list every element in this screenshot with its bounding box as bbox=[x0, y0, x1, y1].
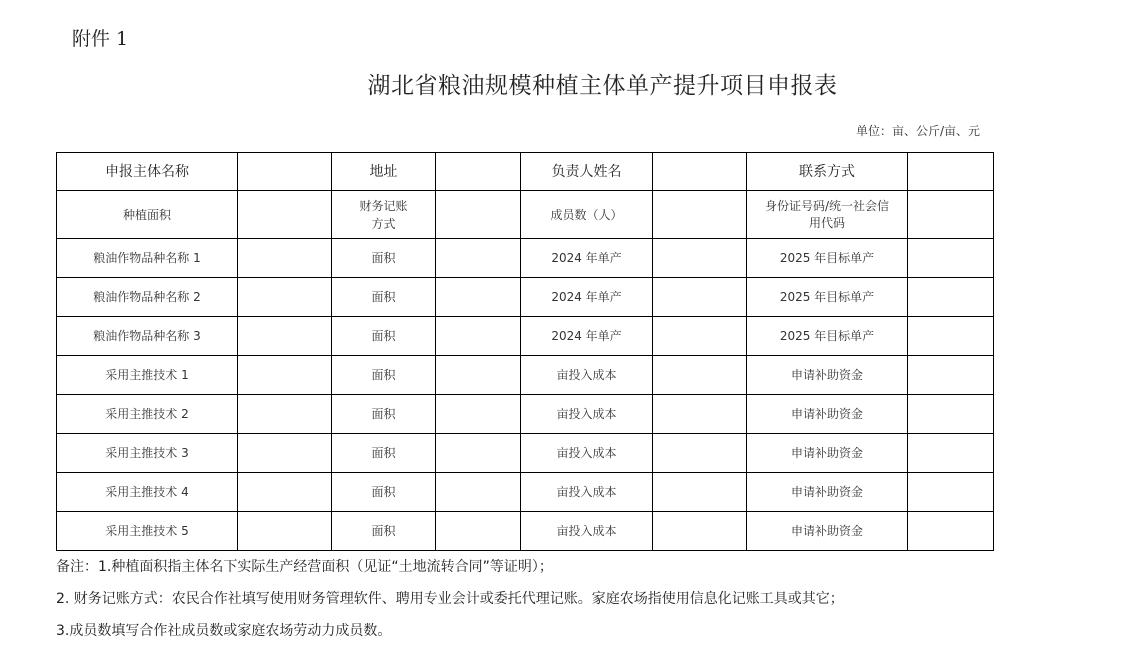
label-cell: 粮油作物品种名称 2 bbox=[57, 278, 238, 317]
table-row bbox=[57, 191, 994, 239]
input-cell[interactable] bbox=[436, 278, 521, 317]
input-cell[interactable] bbox=[908, 512, 994, 551]
table-row bbox=[57, 395, 994, 434]
input-cell[interactable] bbox=[238, 512, 332, 551]
table-row bbox=[57, 434, 994, 473]
label-cell: 申请补助资金 bbox=[747, 512, 908, 551]
label-cell: 申请补助资金 bbox=[747, 395, 908, 434]
input-cell[interactable] bbox=[908, 356, 994, 395]
label-cell: 面积 bbox=[332, 473, 436, 512]
table-row bbox=[57, 356, 994, 395]
table-header-row bbox=[57, 153, 994, 191]
label-cell: 申请补助资金 bbox=[747, 473, 908, 512]
input-cell[interactable] bbox=[908, 395, 994, 434]
input-cell[interactable] bbox=[653, 239, 747, 278]
label-cell: 申请补助资金 bbox=[747, 434, 908, 473]
label-cell: 面积 bbox=[332, 512, 436, 551]
input-cell[interactable] bbox=[238, 356, 332, 395]
label-cell: 2024 年单产 bbox=[521, 317, 653, 356]
input-cell[interactable] bbox=[653, 278, 747, 317]
input-cell[interactable] bbox=[238, 434, 332, 473]
label-cell: 采用主推技术 4 bbox=[57, 473, 238, 512]
input-cell[interactable] bbox=[908, 434, 994, 473]
label-cell: 采用主推技术 2 bbox=[57, 395, 238, 434]
table-row bbox=[57, 278, 994, 317]
table-row bbox=[57, 239, 994, 278]
input-cell[interactable] bbox=[653, 473, 747, 512]
input-cell[interactable] bbox=[238, 473, 332, 512]
label-cell: 采用主推技术 1 bbox=[57, 356, 238, 395]
label-cell: 亩投入成本 bbox=[521, 434, 653, 473]
label-cell: 面积 bbox=[332, 317, 436, 356]
input-cell[interactable] bbox=[238, 153, 332, 191]
input-cell[interactable] bbox=[436, 512, 521, 551]
input-cell[interactable] bbox=[908, 473, 994, 512]
remark-line: 备注：1.种植面积指主体名下实际生产经营面积（见证“土地流转合同”等证明）； bbox=[56, 559, 553, 575]
label-cell: 粮油作物品种名称 3 bbox=[57, 317, 238, 356]
label-cell: 财务记账 方式 bbox=[332, 191, 436, 239]
page-title: 湖北省粮油规模种植主体单产提升项目申报表 bbox=[367, 73, 838, 99]
header-cell: 联系方式 bbox=[747, 153, 908, 191]
label-cell: 种植面积 bbox=[57, 191, 238, 239]
label-cell: 亩投入成本 bbox=[521, 356, 653, 395]
remark-line: 3.成员数填写合作社成员数或家庭农场劳动力成员数。 bbox=[56, 623, 392, 639]
input-cell[interactable] bbox=[653, 153, 747, 191]
input-cell[interactable] bbox=[653, 191, 747, 239]
input-cell[interactable] bbox=[908, 191, 994, 239]
unit-note: 单位：亩、公斤/亩、元 bbox=[855, 124, 980, 138]
label-cell: 成员数（人） bbox=[521, 191, 653, 239]
input-cell[interactable] bbox=[436, 434, 521, 473]
label-cell: 亩投入成本 bbox=[521, 512, 653, 551]
input-cell[interactable] bbox=[653, 395, 747, 434]
label-cell: 亩投入成本 bbox=[521, 473, 653, 512]
input-cell[interactable] bbox=[436, 395, 521, 434]
table-row bbox=[57, 473, 994, 512]
input-cell[interactable] bbox=[436, 356, 521, 395]
input-cell[interactable] bbox=[908, 239, 994, 278]
input-cell[interactable] bbox=[436, 239, 521, 278]
label-cell: 面积 bbox=[332, 278, 436, 317]
label-cell: 面积 bbox=[332, 395, 436, 434]
label-cell: 面积 bbox=[332, 239, 436, 278]
label-cell: 身份证号码/统一社会信 用代码 bbox=[747, 191, 908, 239]
input-cell[interactable] bbox=[436, 191, 521, 239]
input-cell[interactable] bbox=[238, 395, 332, 434]
input-cell[interactable] bbox=[908, 317, 994, 356]
label-cell: 2024 年单产 bbox=[521, 239, 653, 278]
label-cell: 2025 年目标单产 bbox=[747, 239, 908, 278]
input-cell[interactable] bbox=[238, 317, 332, 356]
label-cell: 粮油作物品种名称 1 bbox=[57, 239, 238, 278]
input-cell[interactable] bbox=[238, 278, 332, 317]
label-cell: 亩投入成本 bbox=[521, 395, 653, 434]
input-cell[interactable] bbox=[653, 434, 747, 473]
input-cell[interactable] bbox=[653, 512, 747, 551]
table-row bbox=[57, 512, 994, 551]
label-cell: 面积 bbox=[332, 434, 436, 473]
label-cell: 2025 年目标单产 bbox=[747, 278, 908, 317]
input-cell[interactable] bbox=[436, 317, 521, 356]
label-cell: 采用主推技术 3 bbox=[57, 434, 238, 473]
input-cell[interactable] bbox=[238, 191, 332, 239]
label-cell: 2025 年目标单产 bbox=[747, 317, 908, 356]
attachment-label: 附件 1 bbox=[72, 28, 129, 50]
label-cell: 采用主推技术 5 bbox=[57, 512, 238, 551]
input-cell[interactable] bbox=[908, 153, 994, 191]
header-cell: 地址 bbox=[332, 153, 436, 191]
table-row bbox=[57, 317, 994, 356]
label-cell: 2024 年单产 bbox=[521, 278, 653, 317]
remark-line: 2. 财务记账方式：农民合作社填写使用财务管理软件、聘用专业会计或委托代理记账。家庭农场指使用信息化记账工具或其它； bbox=[56, 591, 844, 607]
application-form-table bbox=[56, 152, 994, 551]
input-cell[interactable] bbox=[653, 356, 747, 395]
header-cell: 申报主体名称 bbox=[57, 153, 238, 191]
input-cell[interactable] bbox=[238, 239, 332, 278]
input-cell[interactable] bbox=[436, 473, 521, 512]
input-cell[interactable] bbox=[436, 153, 521, 191]
header-cell: 负责人姓名 bbox=[521, 153, 653, 191]
remarks bbox=[56, 557, 844, 653]
label-cell: 申请补助资金 bbox=[747, 356, 908, 395]
input-cell[interactable] bbox=[908, 278, 994, 317]
input-cell[interactable] bbox=[653, 317, 747, 356]
label-cell: 面积 bbox=[332, 356, 436, 395]
